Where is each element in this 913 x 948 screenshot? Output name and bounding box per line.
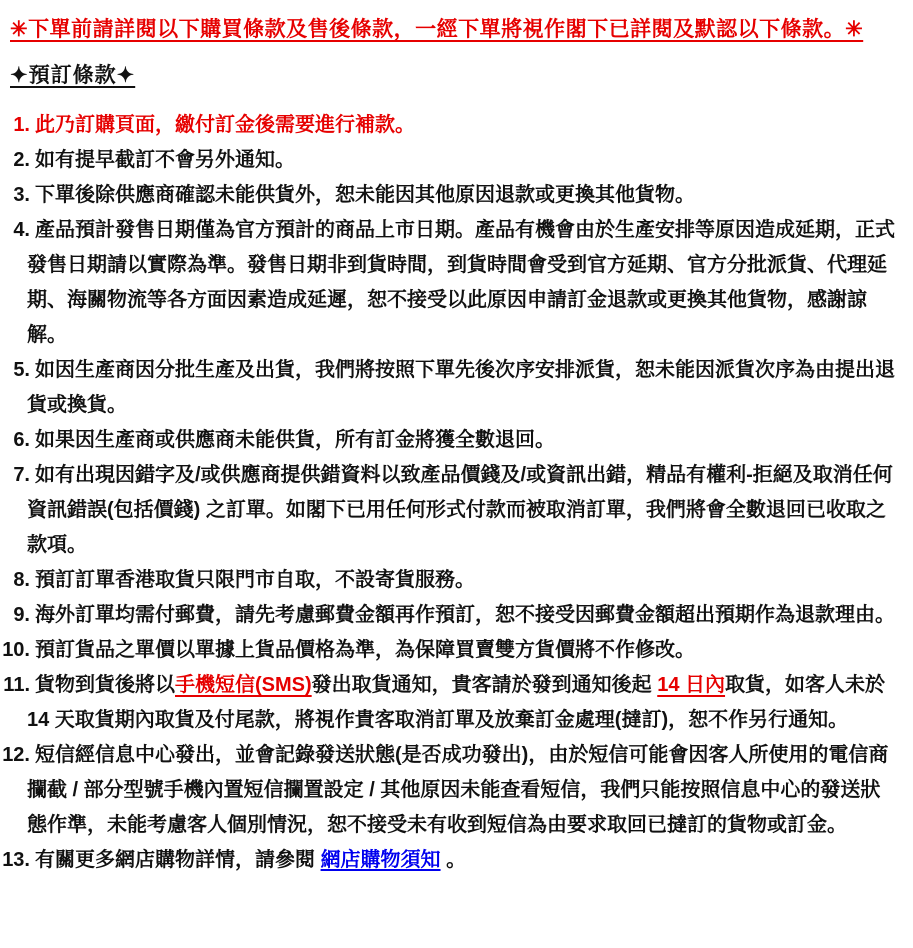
pickup-deadline-highlight: 14 日內 bbox=[657, 674, 726, 696]
term-item-7 bbox=[10, 458, 895, 563]
term-number: 4. bbox=[13, 219, 30, 241]
term-text: 如有出現因錯字及/或供應商提供錯資料以致產品價錢及/或資訊出錯，精品有權利-拒絕及取消任何資訊錯誤(包括價錢) 之訂單。如閣下已用任何形式付款而被取消訂單，我們將會全數退回已收取之款項。 bbox=[27, 464, 893, 556]
term-text: 發出取貨通知，貴客請於發到通知後起 bbox=[311, 674, 658, 696]
term-number: 13. bbox=[2, 849, 30, 871]
terms-list bbox=[2, 108, 895, 878]
term-text: 下單後除供應商確認未能供貨外，恕未能因其他原因退款或更換其他貨物。 bbox=[35, 184, 695, 206]
term-item-1 bbox=[10, 108, 895, 143]
term-text: 取貨，如客人未於 14 天取貨期內取貨及付尾款，將視作貴客取消訂單及放棄訂金處理(撻訂)，恕不作另行通知。 bbox=[27, 674, 891, 731]
term-text: 如因生產商因分批生產及出貨，我們將按照下單先後次序安排派貨，恕未能因派貨次序為由提出退貨或換貨。 bbox=[27, 359, 895, 416]
term-number: 12. bbox=[2, 744, 30, 766]
term-number: 5. bbox=[13, 359, 30, 381]
notice-banner: ✳下單前請詳閱以下購買條款及售後條款，一經下單將視作閣下已詳閱及默認以下條款。✳ bbox=[10, 18, 864, 41]
term-item-11 bbox=[3, 668, 895, 738]
term-text: 有關更多網店購物詳情，請參閱 bbox=[35, 849, 321, 871]
section-title-row bbox=[10, 60, 895, 92]
term-text: 如果因生產商或供應商未能供貨，所有訂金將獲全數退回。 bbox=[35, 429, 555, 451]
term-text: 預訂訂單香港取貨只限門市自取，不設寄貨服務。 bbox=[35, 569, 475, 591]
term-text: 。 bbox=[440, 849, 467, 871]
term-text: 貨物到貨後將以 bbox=[35, 674, 175, 696]
term-item-8 bbox=[10, 563, 895, 598]
sms-highlight: 手機短信(SMS) bbox=[175, 674, 312, 696]
term-number: 6. bbox=[13, 429, 30, 451]
term-number: 10. bbox=[2, 639, 30, 661]
term-item-5 bbox=[10, 353, 895, 423]
section-title: ✦預訂條款✦ bbox=[10, 64, 136, 87]
term-text: 如有提早截訂不會另外通知。 bbox=[35, 149, 295, 171]
term-item-12 bbox=[2, 738, 895, 843]
term-item-9 bbox=[10, 598, 895, 633]
term-number: 1. bbox=[13, 114, 30, 136]
term-item-6 bbox=[10, 423, 895, 458]
term-number: 3. bbox=[13, 184, 30, 206]
term-number: 7. bbox=[13, 464, 30, 486]
term-text: 產品預計發售日期僅為官方預計的商品上市日期。產品有機會由於生產安排等原因造成延期，正式發售日期請以實際為準。發售日期非到貨時間，到貨時間會受到官方延期、官方分批派貨、代理延期、海關物流等各方面因素造成延遲，恕不接受以此原因申請訂金退款或更換其他貨物，感謝諒解。 bbox=[27, 219, 895, 346]
term-item-13 bbox=[2, 843, 895, 878]
term-text: 海外訂單均需付郵費，請先考慮郵費金額再作預訂，恕不接受因郵費金額超出預期作為退款理由。 bbox=[35, 604, 895, 626]
term-number: 9. bbox=[13, 604, 30, 626]
term-number: 11. bbox=[3, 674, 30, 696]
term-text: 此乃訂購頁面，繳付訂金後需要進行補款。 bbox=[35, 114, 415, 136]
shop-notice-link[interactable]: 網店購物須知 bbox=[320, 849, 441, 871]
term-text: 預訂貨品之單價以單據上貨品價格為準，為保障買賣雙方貨價將不作修改。 bbox=[35, 639, 695, 661]
term-item-2 bbox=[10, 143, 895, 178]
term-text: 短信經信息中心發出，並會記錄發送狀態(是否成功發出)，由於短信可能會因客人所使用的電信商攔截 / 部分型號手機內置短信攔置設定 / 其他原因未能查看短信，我們只能按照信息中心的發送狀態作準，未能考慮客人個別情況，恕不接受未有收到短信為由要求取回已撻訂的貨物或訂金。 bbox=[27, 744, 889, 836]
term-item-4 bbox=[10, 213, 895, 353]
term-number: 2. bbox=[13, 149, 30, 171]
term-item-10 bbox=[2, 633, 895, 668]
term-number: 8. bbox=[13, 569, 30, 591]
term-item-3 bbox=[10, 178, 895, 213]
